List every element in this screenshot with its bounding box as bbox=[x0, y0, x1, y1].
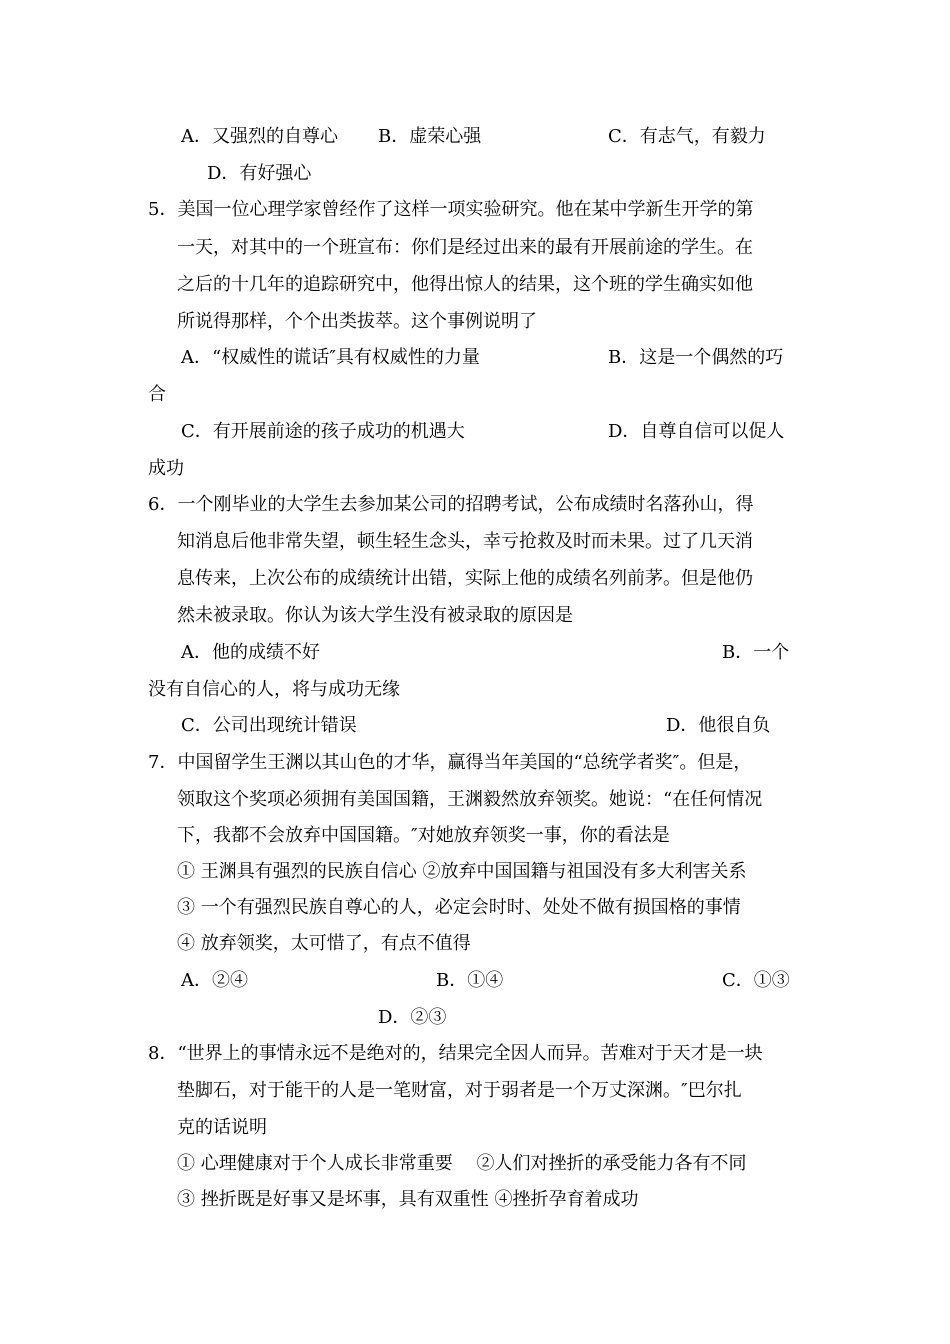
q5-option-b: B．这是一个偶然的巧 bbox=[608, 347, 784, 368]
q8-stem-line-3: 克的话说明 bbox=[177, 1117, 267, 1138]
q7-option-d: D．②③ bbox=[378, 1007, 447, 1028]
q8-item-1: ① 心理健康对于个人成长非常重要 ②人们对挫折的承受能力各有不同 bbox=[177, 1153, 747, 1174]
q6-stem-line-1: 6．一个刚毕业的大学生去参加某公司的招聘考试，公布成绩时名落孙山，得 bbox=[148, 494, 754, 515]
q6-stem-line-4: 然未被录取。你认为该大学生没有被录取的原因是 bbox=[177, 605, 573, 626]
q8-stem-line-1: 8．“世界上的事情永远不是绝对的，结果完全因人而异。苦难对于天才是一块 bbox=[148, 1043, 763, 1064]
q7-item-3: ④ 放弃领奖，太可惜了，有点不值得 bbox=[177, 933, 471, 954]
q6-option-c: C．公司出现统计错误 bbox=[181, 715, 357, 736]
q5-stem-line-1: 5．美国一位心理学家曾经作了这样一项实验研究。他在某中学新生开学的第 bbox=[148, 199, 754, 220]
q5-stem-line-2: 一天，对其中的一个班宣布：你们是经过出来的最有开展前途的学生。在 bbox=[177, 237, 753, 258]
q5-stem-line-4: 所说得那样，个个出类拔萃。这个事例说明了 bbox=[177, 311, 537, 332]
q7-stem-line-1: 7．中国留学生王渊以其山色的才华，赢得当年美国的“总统学者奖″。但是， bbox=[148, 752, 752, 773]
q5-option-c: C．有开展前途的孩子成功的机遇大 bbox=[181, 421, 465, 442]
q6-stem-line-3: 息传来，上次公布的成绩统计出错，实际上他的成绩名列前茅。但是他仍 bbox=[177, 568, 753, 589]
q7-stem-line-3: 下，我都不会放弃中国国籍。″对她放弃领奖一事，你的看法是 bbox=[177, 825, 670, 846]
q7-item-2: ③ 一个有强烈民族自尊心的人，必定会时时、处处不做有损国格的事情 bbox=[177, 897, 741, 918]
q7-item-1: ① 王渊具有强烈的民族自信心 ②放弃中国国籍与祖国没有多大利害关系 bbox=[177, 861, 747, 882]
q7-option-b: B．①④ bbox=[436, 970, 504, 991]
q8-item-2: ③ 挫折既是好事又是坏事，具有双重性 ④挫折孕育着成功 bbox=[177, 1189, 639, 1210]
q6-stem-line-2: 知消息后他非常失望，顿生轻生念头，幸亏抢救及时而未果。过了几天消 bbox=[177, 531, 753, 552]
q5-option-d: D．自尊自信可以促人 bbox=[608, 421, 785, 442]
q4-option-b: B．虚荣心强 bbox=[378, 126, 482, 147]
q4-option-a: A．又强烈的自尊心 bbox=[181, 126, 338, 147]
q5-option-d-continued: 成功 bbox=[148, 458, 184, 479]
q8-stem-line-2: 垫脚石，对于能干的人是一笔财富，对于弱者是一个万丈深渊。″巴尔扎 bbox=[177, 1080, 742, 1101]
q7-stem-line-2: 领取这个奖项必须拥有美国国籍，王渊毅然放弃领奖。她说：“在任何情况 bbox=[177, 789, 763, 810]
q5-stem-line-3: 之后的十几年的追踪研究中，他得出惊人的结果，这个班的学生确实如他 bbox=[177, 274, 753, 295]
q5-option-a: A．“权威性的谎话″具有权威性的力量 bbox=[181, 347, 480, 368]
q4-option-c: C．有志气，有毅力 bbox=[608, 126, 766, 147]
q4-option-d: D．有好强心 bbox=[207, 163, 312, 184]
q5-option-b-continued: 合 bbox=[148, 384, 166, 405]
q6-option-b-continued: 没有自信心的人，将与成功无缘 bbox=[148, 679, 400, 700]
q6-option-a: A．他的成绩不好 bbox=[181, 642, 320, 663]
q6-option-b: B．一个 bbox=[722, 642, 790, 663]
q6-option-d: D．他很自负 bbox=[666, 715, 771, 736]
q7-option-c: C．①③ bbox=[722, 970, 790, 991]
q7-option-a: A．②④ bbox=[181, 970, 248, 991]
